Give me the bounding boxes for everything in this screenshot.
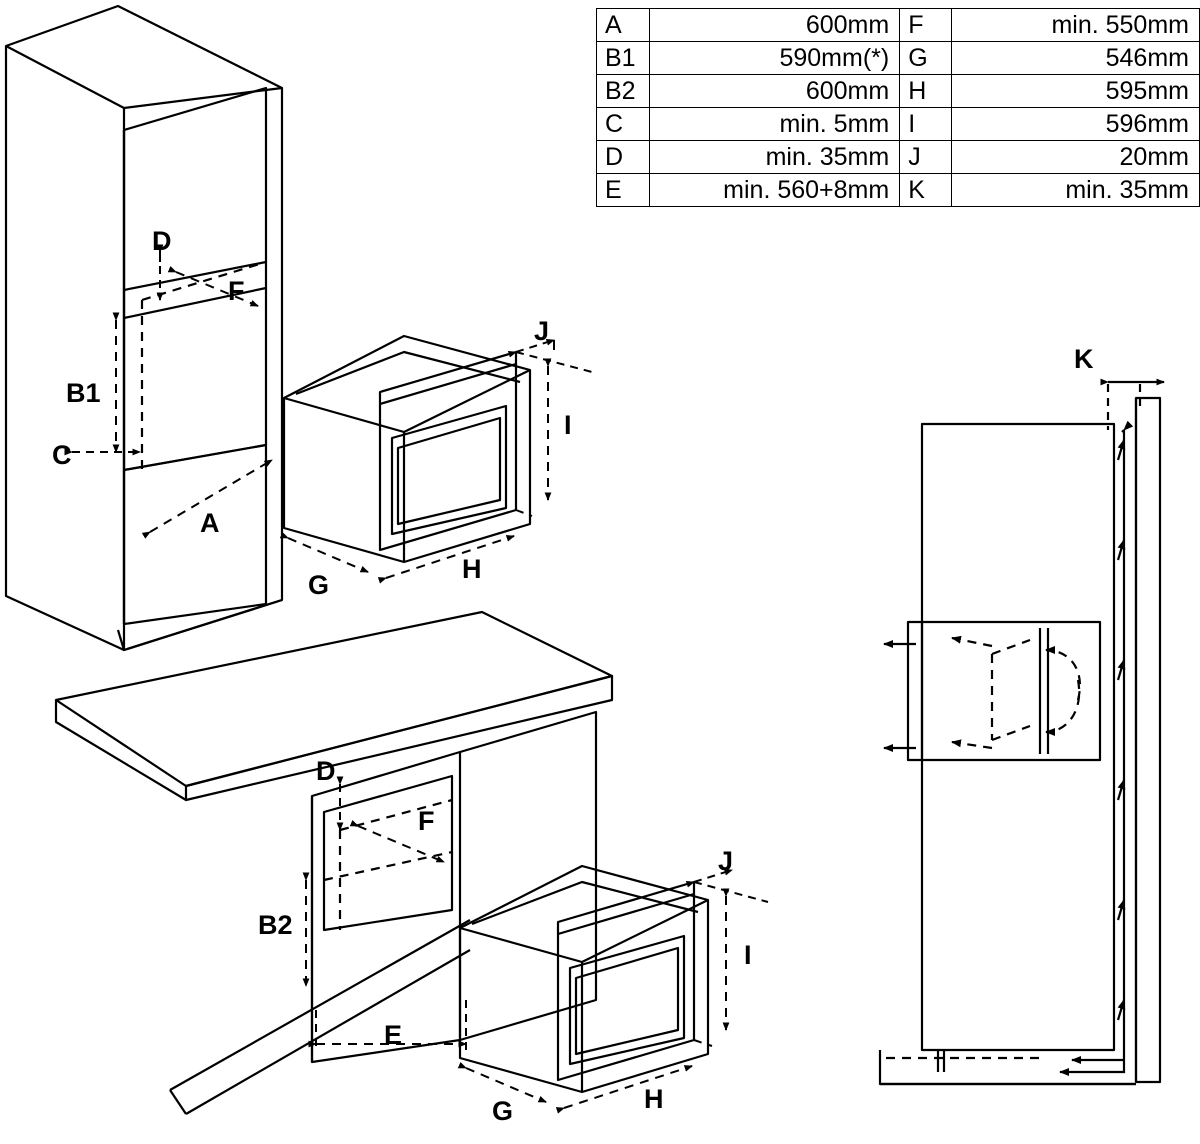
dim-key: G <box>900 42 952 75</box>
callout-label-k: K <box>1074 344 1094 374</box>
callout-label-g-lower: G <box>492 1096 514 1126</box>
table-row <box>597 174 1200 207</box>
dimension-table <box>596 8 1200 207</box>
table-row <box>597 75 1200 108</box>
dim-value: min. 35mm <box>951 174 1199 207</box>
callout-label-f-tall: F <box>228 276 245 306</box>
callout-label-f-counter: F <box>418 806 435 836</box>
callout-label-d-counter: D <box>316 756 336 786</box>
callout-label-d-tall: D <box>152 226 172 256</box>
dim-key: B2 <box>597 75 650 108</box>
table-row <box>597 141 1200 174</box>
dim-key: I <box>900 108 952 141</box>
callout-label-g-upper: G <box>308 570 330 600</box>
airflow-arrows <box>884 382 1164 1072</box>
dim-key: F <box>900 9 952 42</box>
callout-label-b2: B2 <box>258 910 293 940</box>
dim-key: A <box>597 9 650 42</box>
dim-key: B1 <box>597 42 650 75</box>
dim-key: K <box>900 174 952 207</box>
lower-oven-drawing <box>460 866 708 1092</box>
tall-cabinet-drawing <box>6 6 282 650</box>
dim-value: 595mm <box>951 75 1199 108</box>
callout-label-h-lower: H <box>644 1084 664 1114</box>
callout-label-i-lower: I <box>744 940 752 970</box>
dim-value: min. 5mm <box>649 108 900 141</box>
callout-label-b1: B1 <box>66 378 101 408</box>
dim-key: J <box>900 141 952 174</box>
callout-label-i-upper: I <box>564 410 572 440</box>
table-row <box>597 108 1200 141</box>
dim-value: 600mm <box>649 75 900 108</box>
counter-unit-drawing <box>56 612 612 1114</box>
table-row <box>597 9 1200 42</box>
upper-oven-drawing <box>284 336 530 562</box>
dim-value: 590mm(*) <box>649 42 900 75</box>
dim-value: 20mm <box>951 141 1199 174</box>
callout-label-j-lower: J <box>718 846 734 876</box>
callout-label-j-upper: J <box>534 316 550 346</box>
callout-label-h-upper: H <box>462 554 482 584</box>
dim-value: min. 550mm <box>951 9 1199 42</box>
dim-value: min. 560+8mm <box>649 174 900 207</box>
dim-value: 596mm <box>951 108 1199 141</box>
dim-value: 600mm <box>649 9 900 42</box>
table-row <box>597 42 1200 75</box>
counter-unit-dimensions <box>306 784 466 1050</box>
dim-key: E <box>597 174 650 207</box>
dim-value: min. 35mm <box>649 141 900 174</box>
callout-label-e: E <box>384 1020 403 1050</box>
dim-key: D <box>597 141 650 174</box>
callout-label-c: C <box>52 440 72 470</box>
airflow-section-drawing <box>880 398 1160 1084</box>
dim-key: H <box>900 75 952 108</box>
dim-key: C <box>597 108 650 141</box>
callout-label-a: A <box>200 508 220 538</box>
dim-value: 546mm <box>951 42 1199 75</box>
